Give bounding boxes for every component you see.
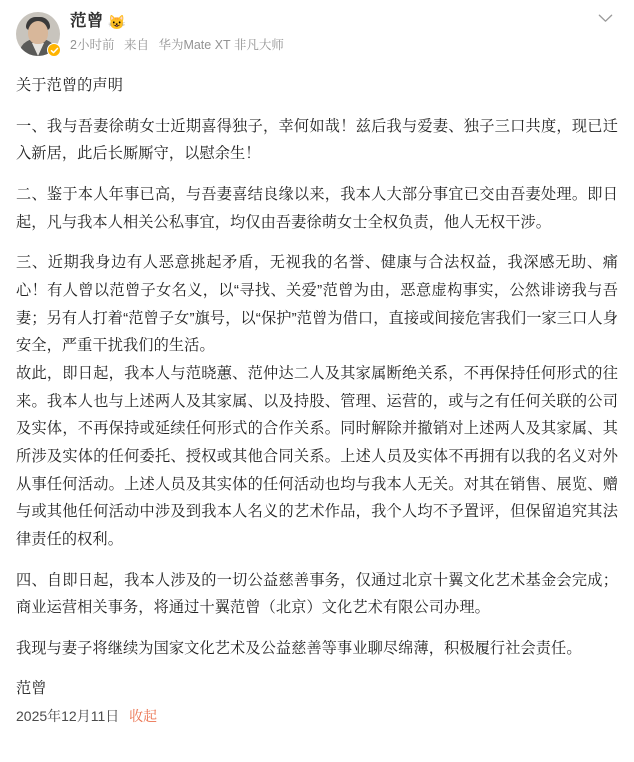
author-name-row (70, 13, 592, 30)
author-name[interactable]: 范曾 (70, 12, 104, 30)
post-paragraph-4: 故此，即日起，我本人与范晓蕙、范仲达二人及其家属断绝关系，不再保持任何形式的往来。我本人也与上述两人及其家属、以及持股、管理、运营的，或与之有任何关联的公司及实体，不再保持或延续任何形式的合作关系。同时解除并撤销对上述两人及其家属、其所涉及实体的任何委托、授权或其他合同关系。上述人员及实体不再拥有以我的名义对外从事任何活动。上述人员及其实体的任何活动也均与我本人无关。对其在销售、展览、赠与或其他任何活动中涉及到我本人名义的艺术作品，我个人均不予置评，但保留追究其法律责任的权利。 (16, 364, 618, 548)
chevron-down-icon[interactable] (592, 12, 618, 40)
post-source-prefix: 来自 (123, 37, 149, 52)
post-paragraph-1: 一、我与吾妻徐萌女士近期喜得独子，幸何如哉！兹后我与爱妻、独子三口共度，现已迁入新居，此后长厮厮守，以慰余生！ (16, 117, 618, 163)
post-paragraph-3: 三、近期我身边有人恶意挑起矛盾，无视我的名誉、健康与合法权益，我深感无助、痛心！有人曾以范曾子女名义，以“寻找、关爱”范曾为由，恶意虚构事实，公然诽谤我与吾妻；另有人打着“范曾子女”旗号，以“保护”范曾为借口，直接或间接危害我们一家三口人身安全，严重干扰我们的生活。 (16, 254, 618, 355)
post-content (16, 72, 618, 662)
post-footer (16, 705, 618, 729)
post-title: 关于范曾的声明 (16, 77, 124, 94)
post-signature: 范曾 (16, 680, 47, 698)
collapse-text-button[interactable]: 收起 (129, 707, 158, 724)
avatar-face-shape (28, 21, 48, 44)
post-paragraph-2: 二、鉴于本人年事已高，与吾妻喜结良缘以来，我本人大部分事宜已交由吾妻处理。即日起，凡与我本人相关公私事宜，均仅由吾妻徐萌女士全权负责，他人无权干涉。 (16, 185, 618, 231)
post-paragraph-6: 我现与妻子将继续为国家文化艺术及公益慈善等事业聊尽绵薄，积极履行社会责任。 (16, 639, 582, 657)
post-date: 2025年12月11日 (16, 707, 120, 724)
avatar[interactable] (16, 12, 60, 56)
author-meta (70, 12, 592, 53)
post-time: 2小时前 (70, 37, 115, 52)
post-source-device[interactable]: 华为Mate XT 非凡大师 (158, 37, 284, 52)
post-meta-line (70, 38, 592, 53)
verified-badge-icon (47, 43, 61, 57)
post-header (16, 10, 618, 56)
post-paragraph-5: 四、自即日起，我本人涉及的一切公益慈善事务，仅通过北京十翼文化艺术基金会完成；商业运营相关事务，将通过十翼范曾（北京）文化艺术有限公司办理。 (16, 571, 618, 617)
author-badge-icon: 😺 (108, 14, 126, 31)
